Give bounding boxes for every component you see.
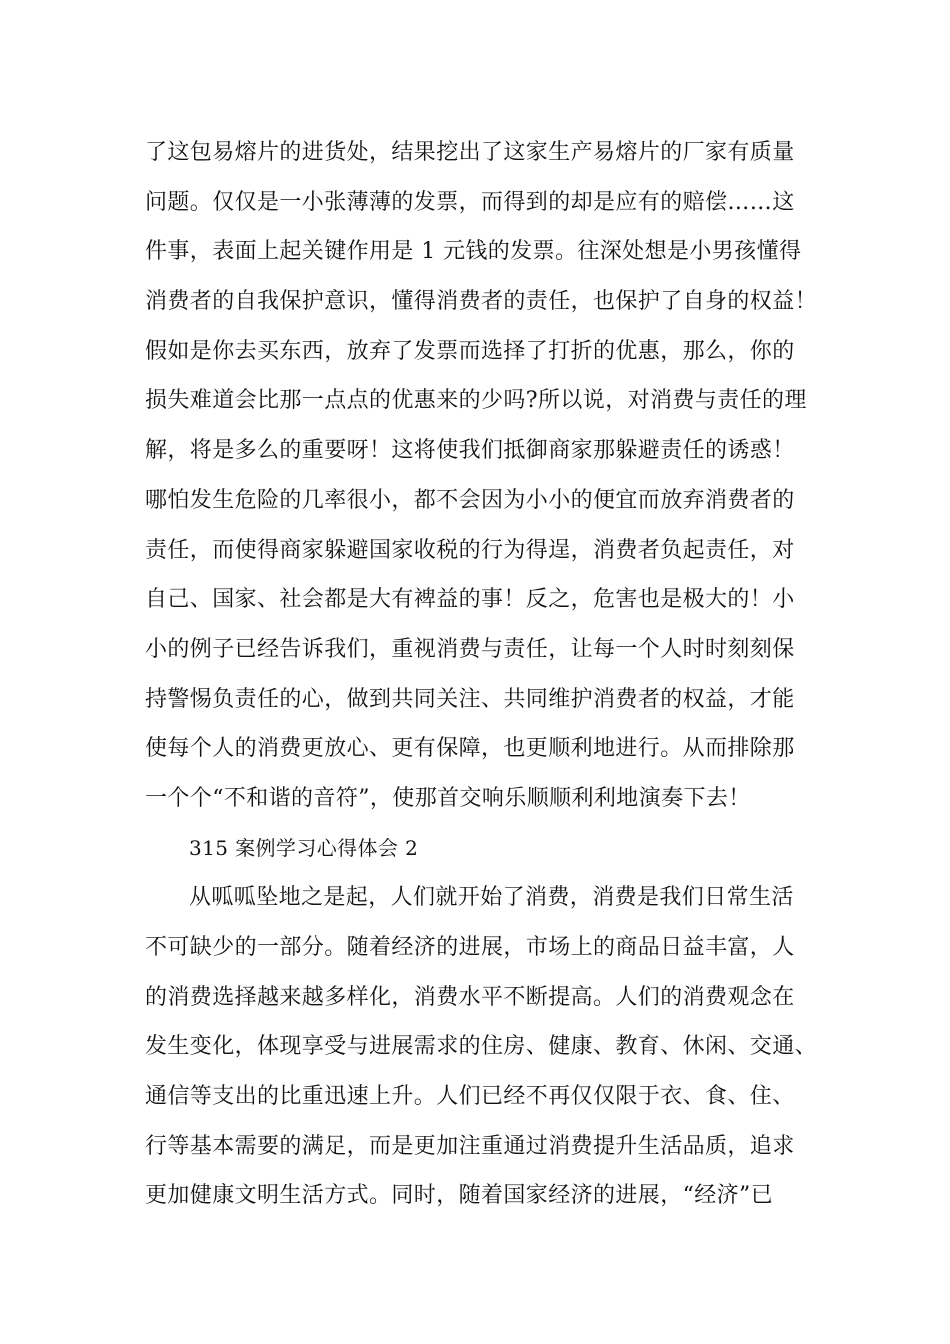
text-line: 件事，表面上起关键作用是 1 元钱的发票。往深处想是小男孩懂得 xyxy=(145,239,802,265)
text-line: 的消费选择越来越多样化，消费水平不断提高。人们的消费观念在 xyxy=(145,984,795,1010)
paragraph-1 xyxy=(145,128,818,824)
text-line: 小的例子已经告诉我们，重视消费与责任，让每一个人时时刻刻保 xyxy=(145,636,795,662)
text-line: 了这包易熔片的进货处，结果挖出了这家生产易熔片的厂家有质量 xyxy=(145,140,795,165)
text-line: 行等基本需要的满足，而是更加注重通过消费提升生活品质，追求 xyxy=(145,1133,795,1159)
text-line: 持警惕负责任的心，做到共同关注、共同维护消费者的权益，才能 xyxy=(145,686,795,712)
text-line: 消费者的自我保护意识，懂得消费者的责任，也保护了自身的权益！ xyxy=(145,289,818,315)
text-line: 更加健康文明生活方式。同时，随着国家经济的进展，“经济”已 xyxy=(145,1183,774,1209)
text-line: 解，将是多么的重要呀！这将使我们抵御商家那躲避责任的诱惑！ xyxy=(145,438,795,464)
text-line: 通信等支出的比重迅速上升。人们已经不再仅仅限于衣、食、住、 xyxy=(145,1084,795,1110)
text-line: 假如是你去买东西，放弃了发票而选择了打折的优惠，那么，你的 xyxy=(145,338,795,364)
paragraph-2 xyxy=(145,873,818,1221)
text-line: 从呱呱坠地之是起，人们就开始了消费，消费是我们日常生活 xyxy=(189,885,794,911)
text-line: 发生变化，体现享受与进展需求的住房、健康、教育、休闲、交通、 xyxy=(145,1034,818,1060)
text-line: 责任，而使得商家躲避国家收税的行为得逞，消费者负起责任，对 xyxy=(145,537,795,563)
section-heading: 315 案例学习心得体会 2 xyxy=(189,835,419,860)
text-line: 损失难道会比那一点点的优惠来的少吗?所以说，对消费与责任的理 xyxy=(145,388,807,414)
text-line: 哪怕发生危险的几率很小，都不会因为小小的便宜而放弃消费者的 xyxy=(145,487,795,513)
document-body xyxy=(145,128,818,1221)
text-line: 一个个“不和谐的音符”，使那首交响乐顺顺利利地演奏下去！ xyxy=(145,785,751,811)
text-line: 不可缺少的一部分。随着经济的进展，市场上的商品日益丰富，人 xyxy=(145,935,795,960)
text-line: 问题。仅仅是一小张薄薄的发票，而得到的却是应有的赔偿……这 xyxy=(145,189,795,215)
text-line: 自己、国家、社会都是大有裨益的事！反之，危害也是极大的！小 xyxy=(145,587,795,613)
text-line: 使每个人的消费更放心、更有保障，也更顺利地进行。从而排除那 xyxy=(145,736,795,762)
